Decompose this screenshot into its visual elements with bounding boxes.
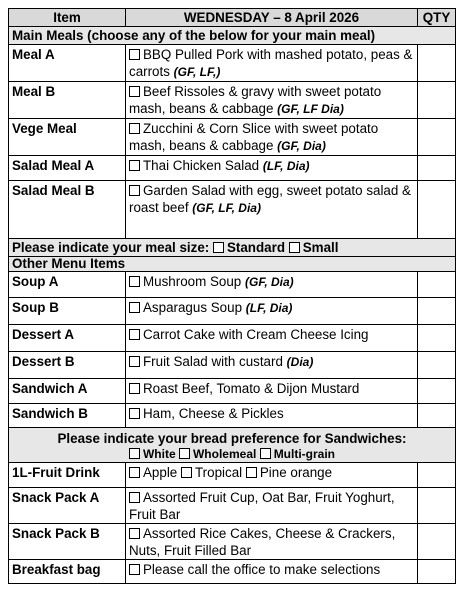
qty-cell[interactable] <box>418 404 456 428</box>
item-name: Sandwich B <box>9 404 126 428</box>
bread-preference-row <box>9 428 456 463</box>
item-name: Snack Pack B <box>9 524 126 560</box>
drink-options: Apple Tropical Pine orange <box>126 463 418 488</box>
table-row <box>9 379 456 404</box>
item-name: Dessert A <box>9 325 126 352</box>
item-description: Asparagus Soup (LF, Dia) <box>126 298 418 325</box>
header-row <box>9 9 456 27</box>
qty-cell[interactable] <box>418 298 456 325</box>
checkbox[interactable] <box>129 302 140 313</box>
qty-cell[interactable] <box>418 156 456 181</box>
checkbox[interactable] <box>129 383 140 394</box>
table-row <box>9 82 456 119</box>
item-name: Vege Meal <box>9 119 126 156</box>
header-item: Item <box>9 9 126 27</box>
qty-cell[interactable] <box>418 82 456 119</box>
checkbox[interactable] <box>129 329 140 340</box>
multigrain-checkbox[interactable] <box>260 448 271 459</box>
item-name: Sandwich A <box>9 379 126 404</box>
item-description: Assorted Rice Cakes, Cheese & Crackers, Nuts, Fruit Filled Bar <box>126 524 418 560</box>
item-name: Snack Pack A <box>9 488 126 524</box>
item-description: Thai Chicken Salad (LF, Dia) <box>126 156 418 181</box>
other-items-band <box>9 257 456 272</box>
item-name: Salad Meal B <box>9 181 126 239</box>
checkbox[interactable] <box>129 528 140 539</box>
qty-cell[interactable] <box>418 119 456 156</box>
header-qty: QTY <box>418 9 456 27</box>
checkbox[interactable] <box>129 408 140 419</box>
checkbox[interactable] <box>129 564 140 575</box>
standard-checkbox[interactable] <box>213 242 224 253</box>
item-description: Mushroom Soup (GF, Dia) <box>126 272 418 298</box>
meal-size-row <box>9 239 456 257</box>
table-row <box>9 181 456 239</box>
tropical-checkbox[interactable] <box>181 467 192 478</box>
bread-preference <box>9 428 456 463</box>
white-checkbox[interactable] <box>129 448 140 459</box>
table-row <box>9 45 456 82</box>
checkbox[interactable] <box>129 86 140 97</box>
item-description: Beef Rissoles & gravy with sweet potato mash, beans & cabbage (GF, LF Dia) <box>126 82 418 119</box>
qty-cell[interactable] <box>418 560 456 584</box>
checkbox[interactable] <box>129 49 140 60</box>
table-row <box>9 272 456 298</box>
item-description: Carrot Cake with Cream Cheese Icing <box>126 325 418 352</box>
wholemeal-checkbox[interactable] <box>179 448 190 459</box>
menu-order-form <box>8 8 456 584</box>
table-row <box>9 524 456 560</box>
checkbox[interactable] <box>129 276 140 287</box>
qty-cell[interactable] <box>418 524 456 560</box>
item-description: Zucchini & Corn Slice with sweet potato mash, beans & cabbage (GF, Dia) <box>126 119 418 156</box>
table-row <box>9 488 456 524</box>
table-row <box>9 560 456 584</box>
table-row <box>9 404 456 428</box>
apple-checkbox[interactable] <box>129 467 140 478</box>
item-name: Breakfast bag <box>9 560 126 584</box>
item-name: Dessert B <box>9 352 126 379</box>
qty-cell[interactable] <box>418 379 456 404</box>
item-name: Meal B <box>9 82 126 119</box>
other-items-title: Other Menu Items <box>9 257 456 272</box>
table-row <box>9 463 456 488</box>
main-meals-band <box>9 27 456 45</box>
table-row <box>9 298 456 325</box>
item-description: Please call the office to make selections <box>126 560 418 584</box>
table-row <box>9 119 456 156</box>
item-description: Ham, Cheese & Pickles <box>126 404 418 428</box>
qty-cell[interactable] <box>418 45 456 82</box>
checkbox[interactable] <box>129 185 140 196</box>
bread-options: White Wholemeal Multi-grain <box>12 447 452 461</box>
qty-cell[interactable] <box>418 181 456 239</box>
header-day: WEDNESDAY – 8 April 2026 <box>126 9 418 27</box>
checkbox[interactable] <box>129 123 140 134</box>
item-name: Soup B <box>9 298 126 325</box>
qty-cell[interactable] <box>418 352 456 379</box>
qty-cell[interactable] <box>418 463 456 488</box>
item-name: Meal A <box>9 45 126 82</box>
item-description: Garden Salad with egg, sweet potato salad & roast beef (GF, LF, Dia) <box>126 181 418 239</box>
table-row <box>9 325 456 352</box>
table-row <box>9 352 456 379</box>
item-description: Assorted Fruit Cup, Oat Bar, Fruit Yoghurt, Fruit Bar <box>126 488 418 524</box>
item-name: 1L-Fruit Drink <box>9 463 126 488</box>
small-checkbox[interactable] <box>289 242 300 253</box>
item-description: Roast Beef, Tomato & Dijon Mustard <box>126 379 418 404</box>
pine-orange-checkbox[interactable] <box>246 467 257 478</box>
main-meals-title: Main Meals (choose any of the below for your main meal) <box>9 27 456 45</box>
item-description: BBQ Pulled Pork with mashed potato, peas & carrots (GF, LF,) <box>126 45 418 82</box>
bread-prompt: Please indicate your bread preference for Sandwiches: <box>57 431 407 446</box>
item-name: Soup A <box>9 272 126 298</box>
qty-cell[interactable] <box>418 272 456 298</box>
meal-size-prompt: Please indicate your meal size: Standard Small <box>9 239 456 257</box>
qty-cell[interactable] <box>418 488 456 524</box>
checkbox[interactable] <box>129 356 140 367</box>
qty-cell[interactable] <box>418 325 456 352</box>
checkbox[interactable] <box>129 492 140 503</box>
item-description: Fruit Salad with custard (Dia) <box>126 352 418 379</box>
table-row <box>9 156 456 181</box>
item-name: Salad Meal A <box>9 156 126 181</box>
checkbox[interactable] <box>129 160 140 171</box>
